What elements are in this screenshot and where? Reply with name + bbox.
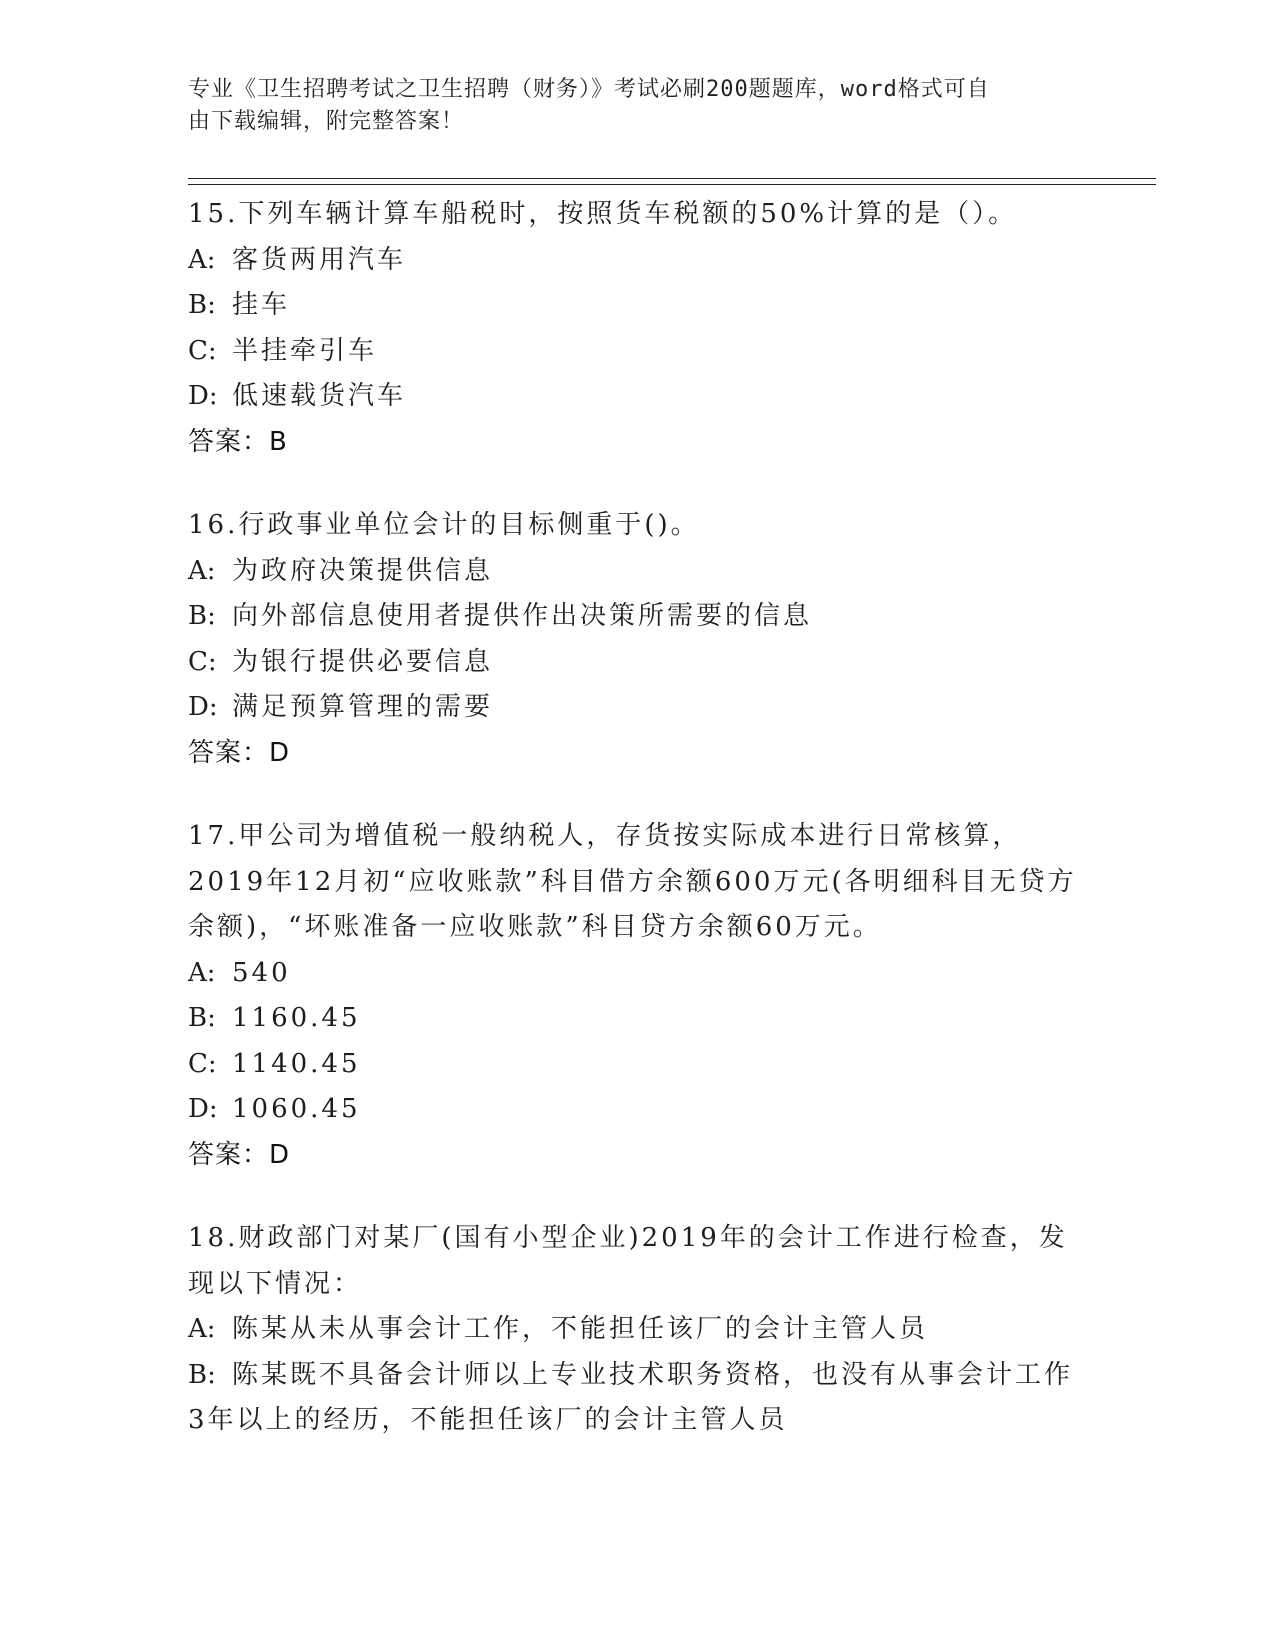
document-header <box>188 74 1068 138</box>
option-label: B: <box>188 1359 216 1390</box>
option-label: D: <box>188 692 218 722</box>
option-text: 向外部信息使用者提供作出决策所需要的信息 <box>232 601 813 631</box>
option-c <box>188 640 1088 686</box>
question-17 <box>188 814 1088 1178</box>
option-a <box>188 1307 1088 1353</box>
option-list <box>188 951 1088 1133</box>
option-label: B: <box>188 1003 216 1033</box>
option-text: 满足预算管理的需要 <box>232 692 494 722</box>
header-line-1: 专业《卫生招聘考试之卫生招聘（财务）》考试必刷200题题库，word格式可自 <box>188 77 990 102</box>
option-list <box>188 549 1088 731</box>
answer-line: 答案：B <box>188 426 288 457</box>
option-a <box>188 549 1088 595</box>
option-label: C: <box>188 1048 217 1079</box>
question-text: 17.甲公司为增值税一般纳税人，存货按实际成本进行日常核算，2019年12月初“应收账款”科目借方余额600万元(各明细科目无贷方余额)，“坏账准备一应收账款”科目贷方余额60万元。 <box>188 821 1077 942</box>
question-text: 18.财政部门对某厂(国有小型企业)2019年的会计工作进行检查，发现以下情况： <box>188 1223 1068 1299</box>
option-c <box>188 1042 1088 1088</box>
option-d <box>188 685 1088 731</box>
option-text: 陈某既不具备会计师以上专业技术职务资格，也没有从事会计工作3年以上的经历，不能担任该厂的会计主管人员 <box>188 1359 1074 1435</box>
option-label: C: <box>188 335 217 366</box>
answer-line: 答案：D <box>188 737 291 768</box>
question-list <box>188 192 1088 1482</box>
header-line-2: 由下载编辑，附完整答案！ <box>188 109 465 134</box>
option-d <box>188 1087 1088 1133</box>
question-18 <box>188 1216 1088 1444</box>
option-label: B: <box>188 290 216 320</box>
question-16 <box>188 503 1088 776</box>
option-b <box>188 996 1088 1042</box>
option-label: B: <box>188 601 216 631</box>
option-label: D: <box>188 1094 218 1124</box>
option-text: 低速载货汽车 <box>232 381 407 411</box>
option-text: 挂车 <box>232 290 291 320</box>
option-label: A: <box>188 555 216 586</box>
option-text: 1160.45 <box>232 1003 361 1033</box>
option-label: A: <box>188 1314 216 1344</box>
option-text: 客货两用汽车 <box>232 244 407 275</box>
header-divider-top <box>188 178 1156 179</box>
option-d <box>188 374 1088 420</box>
header-divider-bottom <box>188 184 1156 185</box>
answer-line: 答案：D <box>188 1139 291 1170</box>
option-text: 半挂牵引车 <box>232 335 378 366</box>
question-text: 15.下列车辆计算车船税时，按照货车税额的50%计算的是（）。 <box>188 199 1018 229</box>
question-text: 16.行政事业单位会计的目标侧重于()。 <box>188 510 700 540</box>
option-list <box>188 238 1088 420</box>
option-text: 为银行提供必要信息 <box>232 646 494 677</box>
question-15 <box>188 192 1088 465</box>
option-b <box>188 594 1088 640</box>
option-c <box>188 329 1088 375</box>
option-b <box>188 283 1088 329</box>
option-text: 陈某从未从事会计工作，不能担任该厂的会计主管人员 <box>232 1314 929 1344</box>
option-text: 1060.45 <box>232 1094 361 1124</box>
option-a <box>188 951 1088 997</box>
option-label: A: <box>188 244 216 275</box>
option-text: 1140.45 <box>232 1048 361 1079</box>
option-text: 为政府决策提供信息 <box>232 555 494 586</box>
option-label: C: <box>188 646 217 677</box>
option-label: D: <box>188 381 218 411</box>
option-a <box>188 238 1088 284</box>
option-list <box>188 1307 1088 1444</box>
option-label: A: <box>188 957 216 988</box>
option-b <box>188 1353 1088 1444</box>
option-text: 540 <box>232 957 291 988</box>
